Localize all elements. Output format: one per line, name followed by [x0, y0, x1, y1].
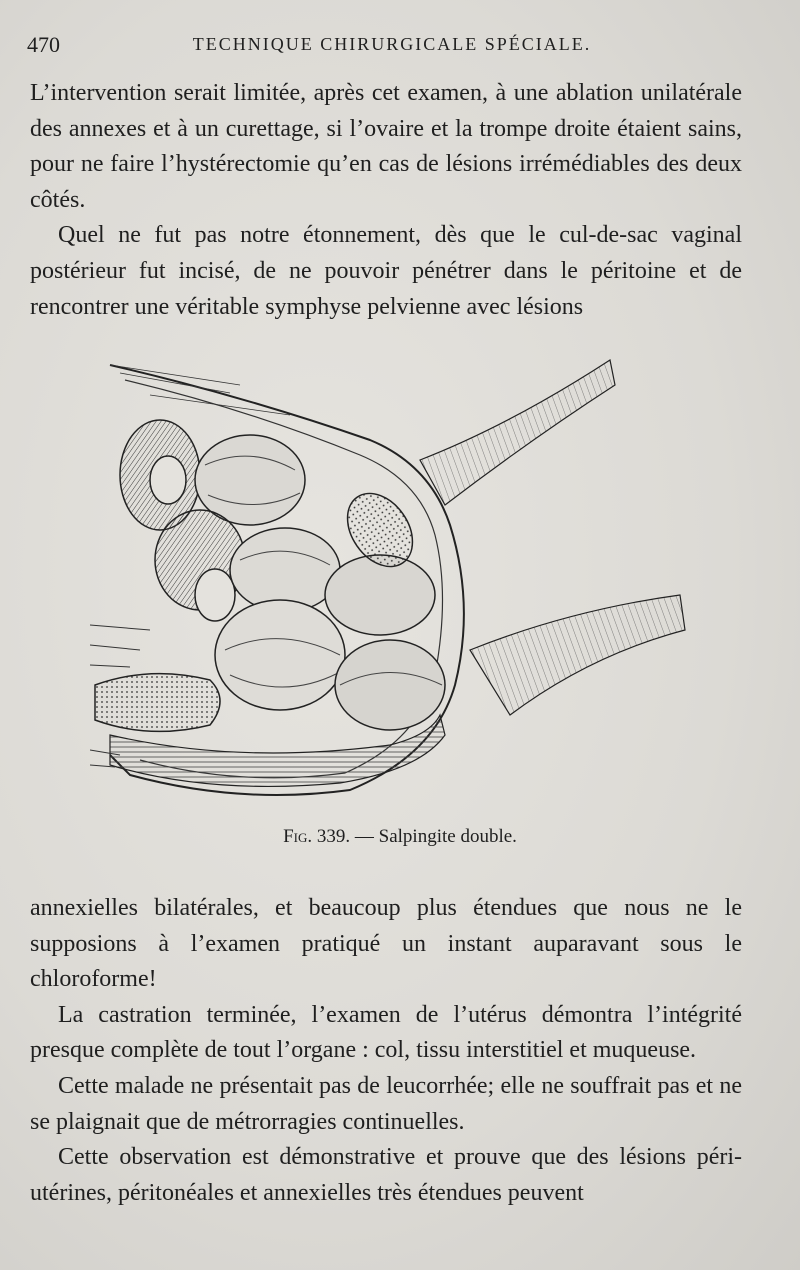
- page-number: 470: [27, 32, 60, 57]
- lower-thigh-shape: [470, 595, 685, 715]
- intestine-loop-section: [195, 569, 235, 621]
- intestine-loop: [215, 600, 345, 710]
- running-title: TECHNIQUE CHIRURGICALE SPÉCIALE.: [192, 34, 592, 54]
- figure-label: Fig. 339.: [283, 826, 351, 847]
- figure-title: Salpingite double.: [378, 826, 517, 847]
- paragraph: L’intervention serait limitée, après cet examen, à une ablation unilatérale des annexes et à un curettage, si l’ovaire et la trompe droite étaient sains, pour ne faire l’hystérectomie qu’en cas de lésions irrémédiables des deux côtés.: [30, 80, 742, 213]
- paragraph: La castration terminée, l’examen de l’utérus démontra l’intégrité presque complète de tout l’organe : col, tissu interstitiel et muqueuse.: [30, 1001, 742, 1064]
- body-text-top: [30, 76, 742, 325]
- anatomical-illustration: [90, 355, 690, 810]
- caption-dash: —: [354, 826, 374, 847]
- intestine-loop: [335, 640, 445, 730]
- running-head: [27, 32, 747, 62]
- salpingitis-engraving: [90, 355, 690, 810]
- figure-caption: [0, 826, 800, 848]
- paragraph: Cette observation est démonstrative et prouve que des lésions péri-utérines, péritonéales et annexielles très étendues peuvent: [30, 1144, 742, 1206]
- body-text-bottom: [30, 891, 742, 1211]
- sacrum-shape: [95, 674, 220, 732]
- paragraph: annexielles bilatérales, et beaucoup plus étendues que nous ne le supposions à l’examen pratiqué un instant auparavant sous le chloroforme!: [30, 895, 742, 993]
- thigh-shape: [420, 360, 615, 505]
- paragraph: Cette malade ne présentait pas de leucorrhée; elle ne souffrait pas et ne se plaignait que de métrorragies continuelles.: [30, 1072, 742, 1135]
- paragraph: Quel ne fut pas notre étonnement, dès que le cul-de-sac vaginal postérieur fut incisé, de ne pouvoir pénétrer dans le péritoine et de rencontrer une véritable symphyse pelvienne avec lésions: [30, 222, 742, 320]
- intestine-loop: [325, 555, 435, 635]
- intestine-loop-section: [150, 456, 186, 504]
